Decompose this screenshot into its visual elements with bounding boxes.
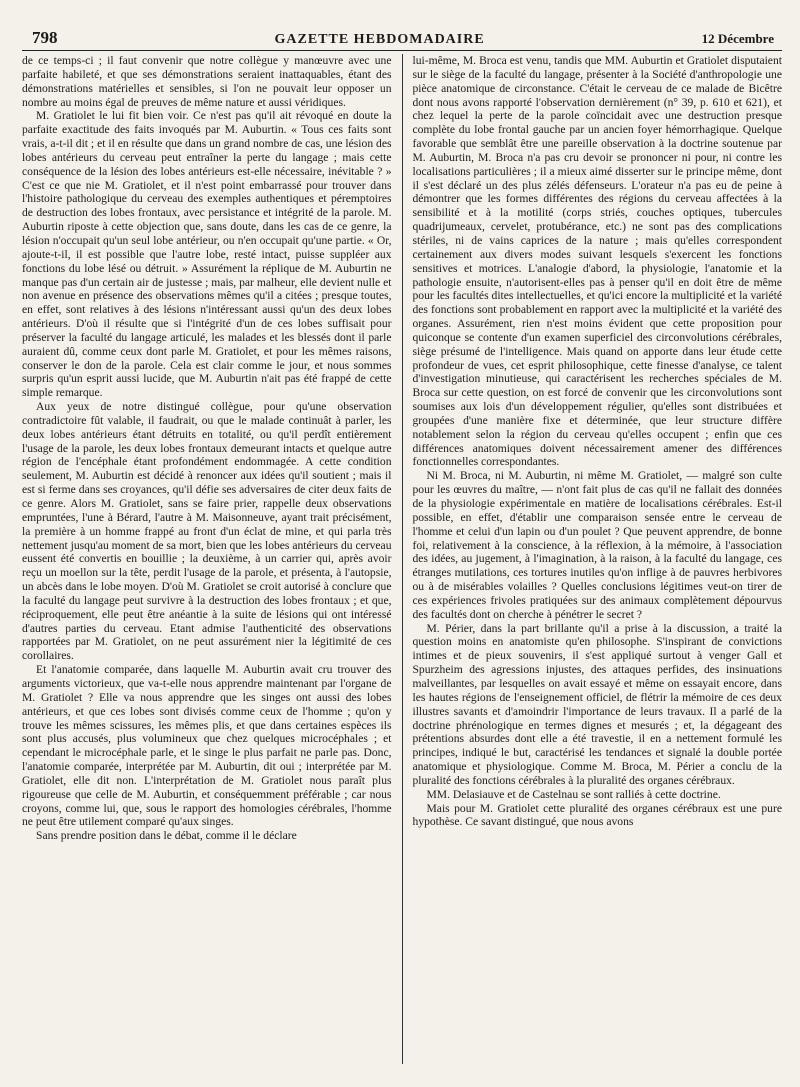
article-columns bbox=[22, 54, 782, 1064]
left-column bbox=[22, 54, 392, 1064]
paragraph: de ce temps-ci ; il faut convenir que notre collègue y manœuvre avec une parfaite habileté, et que ses démonstrations seraient inattaquables, étant des démonstrations matérielles et sensibles, si l'on ne pouvait leur opposer un nombre au moins égal de preuves de même nature et aussi véridiques. bbox=[22, 54, 392, 109]
page-header bbox=[22, 28, 782, 51]
column-divider bbox=[402, 54, 403, 1064]
paragraph: Sans prendre position dans le débat, comme il le déclare bbox=[36, 829, 297, 843]
paragraph: Ni M. Broca, ni M. Auburtin, ni même M. Gratiolet, — malgré son culte pour les œuvres du maître, — n'ont fait plus de cas qu'il ne fallait des données de la physiologie expérimentale en matière de localisations cérébrales. Est-il possible, en effet, d'établir une comparaison sensée entre le cerveau de l'homme et celui d'un lapin ou d'un poulet ? Que peuvent apprendre, de bonne foi, relativement à la conscience, à la réflexion, à la mémoire, à l'association des idées, au jugement, à l'imagination, à la raison, à la faculté du langage, ces étranges mutilations, ces tortures inutiles qu'on inflige à de pauvres herbivores ou à de misérables volailles ? Quelles conclusions légitimes veut-on tirer de ces expériences frivoles pratiquées sur des animaux complètement dépourvus des facultés dont on cherche à pénétrer le secret ? bbox=[412, 469, 782, 621]
paragraph: lui-même, M. Broca est venu, tandis que MM. Auburtin et Gratiolet disputaient sur le siège de la faculté du langage, présenter à la Société d'anthropologie une pièce anatomique de circonstance. C'était le cerveau de ce malade de Bicêtre dont nous avons rapporté l'observation dernièrement (n° 39, p. 610 et 621), et chez lequel la perte de la parole coïncidait avec une destruction presque complète du lobe frontal gauche par un ancien foyer hémorrhagique. Quelque favorable que semblât être une pareille observation à la doctrine soutenue par M. Auburtin, M. Broca n'a pas cru devoir se prononcer ni pour, ni contre les localisations particulières ; il a mieux aimé disserter sur le principe même, dont il s'est déclaré un des plus zélés défenseurs. L'orateur n'a pas eu de peine à démontrer que les formes différentes des régions du cerveau affectées à la sensibilité et à la motilité (corps striés, couches optiques, tubercules quadrijumeaux, cervelet, protubérance, etc.) ne sont pas des complications stériles, ni de vains caprices de la nature ; mais qu'elles correspondent certainement aux divers modes suivant lesquels s'exercent les fonctions sensitives et motrices. L'analogie d'abord, la physiologie, l'anatomie et la pathologie ensuite, n'autorisent-elles pas à penser qu'il en doit être de même pour les facultés dites intellectuelles, et qu'ici encore la multiplicité et la variété des fonctions sont probablement en rapport avec la multiplicité et la variété des organes. Assurément, rien n'est moins évident que cette proposition pour quiconque se contente d'un examen superficiel des circonvolutions cérébrales, siège présumé de l'intelligence. Mais quand on apporte dans leur étude cette profondeur de vues, cet esprit philosophique, cette finesse d'analyse, ce talent d'investigation minutieuse, qui caractérisent les recherches spéciales de M. Broca sur cette question, on est forcé de convenir que les circonvolutions sont soumises aux lois d'un développement régulier, qu'elles sont distribuées et groupées d'une manière fixe et déterminée, que leur structure diffère notablement selon la région du cerveau qu'elles occupent ; enfin que ces différences anatomiques doivent nécessairement amener des différences fonctionnelles correspondantes. bbox=[412, 54, 782, 469]
journal-title: GAZETTE HEBDOMADAIRE bbox=[274, 32, 485, 47]
paragraph: M. Périer, dans la part brillante qu'il a prise à la discussion, a traité la question moins en anatomiste qu'en philosophe. S'inspirant de convictions intimes et de pieux souvenirs, il s'est appliqué surtout à venger Gall et Spurzheim des agressions injustes, des attaques perfides, des insinuations malveillantes, par lesquelles on avait essayé et même on essayait encore, dans les hautes régions de l'enseignement officiel, de flétrir la mémoire de ces deux illustres savants et d'amoindrir l'importance de leurs travaux. Il a parlé de la doctrine phrénologique en termes dignes et mesurés ; et, la dégageant des prétentions absurdes dont elle a été travestie, il en a nettement formulé les principes, indiqué le but, caractérisé les tendances et signalé la double portée anatomique et physiologique. Comme M. Broca, M. Périer a conclu de la pluralité des fonctions cérébrales à la pluralité des organes cérébraux. bbox=[412, 621, 782, 787]
page-number: 798 bbox=[32, 28, 58, 47]
paragraph: M. Gratiolet le lui fit bien voir. Ce n'est pas qu'il ait révoqué en doute la parfaite exactitude des faits invoqués par M. Auburtin. « Tous ces faits sont vrais, a-t-il dit ; et il en résulte que dans un grand nombre de cas, une lésion des lobes antérieurs du cerveau peut entraîner la perte du langage ; mais cette conséquence de la lésion des lobes antérieurs est-elle nécessaire, inévitable ? » C'est ce que nie M. Gratiolet, et il n'est point embarrassé pour trouver dans l'histoire pathologique du cerveau des exemples authentiques et péremptoires de destruction des lobes frontaux, avec persistance et intégrité de la parole. M. Auburtin riposte à cette objection que, sans doute, dans les cas de ce genre, la lésion n'occupait qu'un seul lobe antérieur, ou n'en occupait qu'une partie. « Or, ajoute-t-il, il est possible que l'autre lobe, resté intact, puisse suppléer aux fonctions du lobe lésé ou détruit. » Assurément la réplique de M. Auburtin ne manque pas d'un certain air de justesse ; mais, par malheur, elle devient nulle et non avenue en présence des observations mêmes qu'il a citées ; presque toutes, en effet, sont relatives à des lésions n'intéressant aussi qu'un des deux lobes antérieurs. D'où il résulte que si l'intégrité d'un de ces lobes suffisait pour préserver la faculté du langage articulé, les malades et les blessés dont il parle auraient dû, comme ceux dont parle M. Gratiolet, et pour les mêmes raisons, conserver le don de la parole. Cela est clair comme le jour, et nous sommes surpris qu'un esprit aussi lucide, que M. Auburtin n'ait pas été frappé de cette simple remarque. bbox=[22, 109, 392, 400]
paragraph: Et l'anatomie comparée, dans laquelle M. Auburtin avait cru trouver des arguments victorieux, que va-t-elle nous apprendre maintenant par l'organe de M. Gratiolet ? Elle va nous apprendre que les singes ont aussi des lobes antérieurs, et que ces lobes sont divisés comme ceux de l'homme ; qu'on y trouve les mêmes scissures, les mêmes plis, et que dans certaines espèces ils sont plus accusés, plus volumineux que chez quelques microcéphales ; et cependant le microcéphale parle, et le singe le plus parfait ne parle pas. Donc, l'anatomie comparée, interprétée par M. Auburtin, dit oui ; interprétée par M. Gratiolet, elle dit non. L'interprétation de M. Gratiolet nous paraît plus rigoureuse que celle de M. Auburtin, et conséquemment préférable ; car nous croyons, comme lui, que, sous le rapport des homologies cérébrales, l'homme ne peut être utilement comparé qu'aux singes. bbox=[22, 663, 392, 829]
right-column bbox=[412, 54, 782, 1064]
paragraph: Aux yeux de notre distingué collègue, pour qu'une observation contradictoire fût valable, il faudrait, ou que le malade continuât à parler, les deux lobes antérieurs étant détruits en totalité, ou qu'il perdît entièrement l'usage de la parole, les deux lobes frontaux demeurant intacts et quelque autre région de l'encéphale étant profondément endommagée. A cette condition seulement, M. Auburtin est décidé à renoncer aux idées qu'il soutient ; mais il est si ferme dans ses croyances, qu'il défie ses adversaires de citer deux faits de ce genre. Alors M. Gratiolet, sans se faire prier, rappelle deux observations empruntées, l'une à Bérard, l'autre à M. Maisonneuve, ayant trait précisément, la première à un homme frappé au front d'un éclat de mine, et qui parla très nettement jusqu'au moment de sa mort, bien que les lobes antérieurs du cerveau eussent été convertis en bouillie ; la deuxième, à un carrier qui, après avoir reçu un moellon sur la tête, perdit l'usage de la parole, et présenta, à l'autopsie, un abcès dans le lobe moyen. D'où M. Gratiolet se croit autorisé à conclure que la faculté du langage peut survivre à la destruction des lobes frontaux ; et que, réciproquement, elle peut être anéantie à la suite de lésions qui ont intéressé d'autres parties du cerveau. Etant admise l'authenticité des observations rapportées par M. Gratiolet, on ne peut assurément nier la légitimité de ces corollaires. bbox=[22, 400, 392, 663]
paragraph: Mais pour M. Gratiolet cette pluralité des organes cérébraux est une pure hypothèse. Ce savant distingué, que nous avons bbox=[412, 801, 782, 829]
paragraph: MM. Delasiauve et de Castelnau se sont ralliés à cette doctrine. bbox=[426, 787, 721, 801]
issue-date: 12 Décembre bbox=[701, 31, 774, 46]
